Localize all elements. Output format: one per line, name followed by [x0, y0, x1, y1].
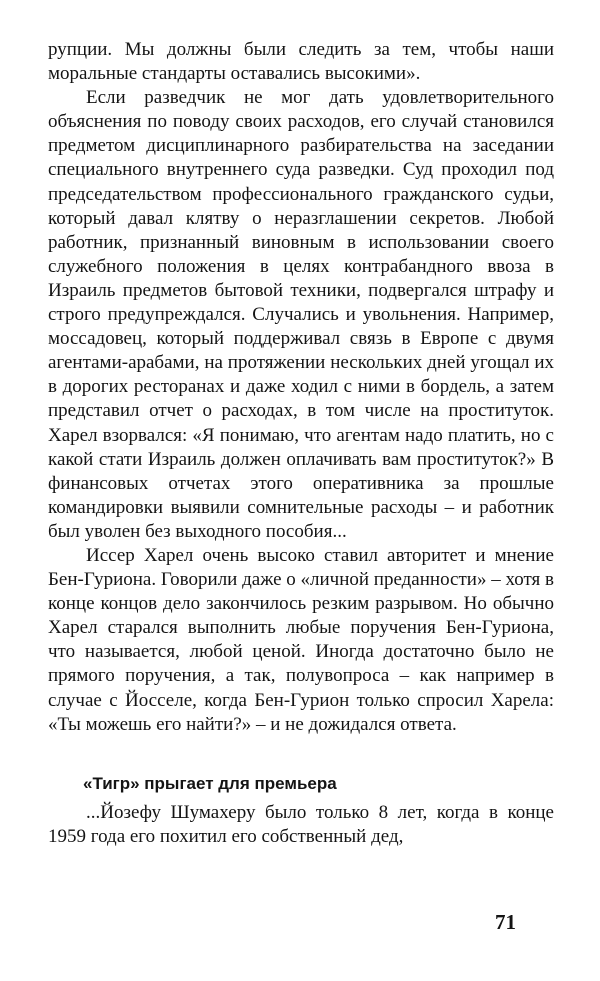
page-body — [48, 38, 554, 849]
paragraph-harel: Иссер Харел очень высоко ставил авторитет и мнение Бен-Гуриона. Говорили даже о «личной преданности» – хотя в конце концов дело закончилось резким разрывом. Но обычно Харел старался выполнить любые поручения Бен-Гуриона, что называется, любой ценой. Иногда достаточно было не прямого поручения, а так, полувопроса – как например в случае с Йосселе, когда Бен-Гурион только спросил Харела: «Ты можешь его найти?» – и не дожидался ответа. — [48, 544, 554, 735]
paragraph-schumacher: ...Йозефу Шумахеру было только 8 лет, когда в конце 1959 года его похитил его собственный дед, — [48, 801, 554, 847]
page-number: 71 — [495, 910, 516, 934]
paragraph-continuation: рупции. Мы должны были следить за тем, чтобы наши моральные стандарты оставались высокими». — [48, 39, 554, 85]
paragraph-expenses: Если разведчик не мог дать удовлетворительного объяснения по поводу своих расходов, его случай становился предметом дисциплинарного разбирательства на заседании специального внутреннего суда разведки. Суд проходил под председательством профессионального гражданского судьи, который давал клятву о неразглашении секретов. Любой работник, признанный виновным в использовании своего служебного положения в целях контрабандного ввоза в Израиль предметов бытовой техники, подвергался штрафу и строго предупреждался. Случались и увольнения. Например, моссадовец, который поддерживал связь в Европе с двумя агентами-арабами, на протяжении нескольких дней угощал их в дорогих ресторанах и даже ходил с ними в бордель, а затем представил отчет о расходах, в том числе на проституток. Харел взорвался: «Я понимаю, что агентам надо платить, но с какой стати Израиль должен оплачивать вам проституток?» В финансовых отчетах этого оперативника за прошлые командировки выявили сомнительные расходы – и работник был уволен без выходного пособия... — [48, 87, 554, 542]
section-heading: «Тигр» прыгает для премьера — [83, 773, 337, 793]
